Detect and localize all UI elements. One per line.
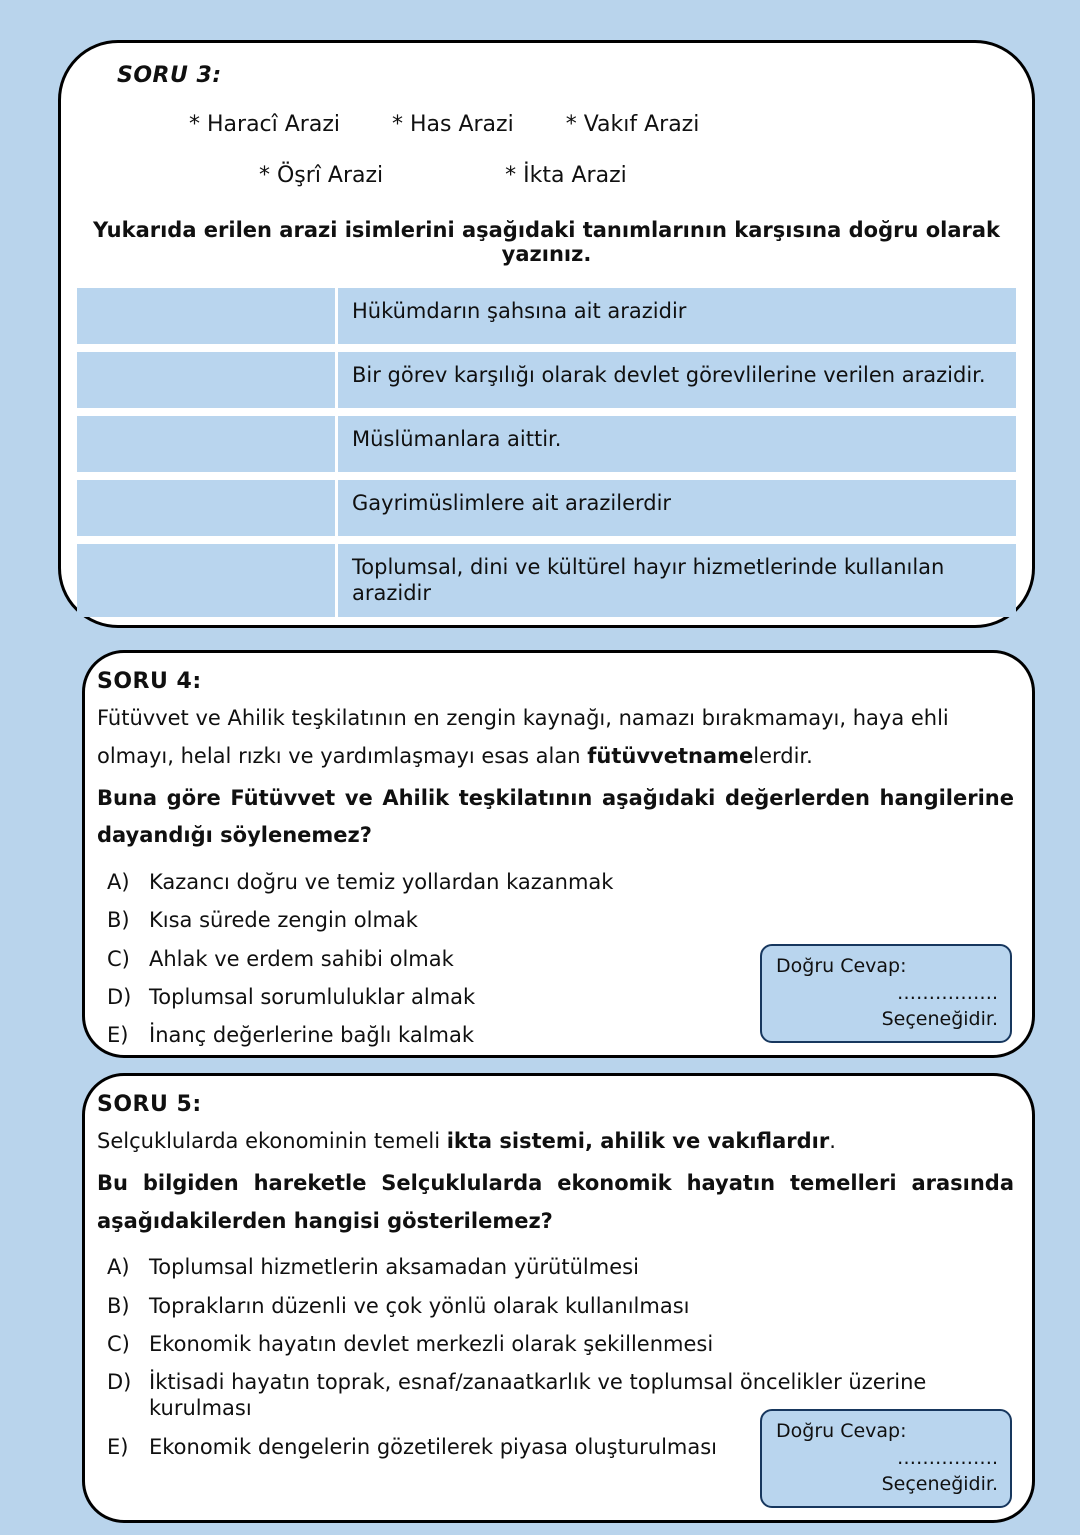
intro-text-tail: lerdir. — [753, 743, 813, 768]
option-a-letter: A) — [107, 870, 130, 895]
definition-cell-3: Müslümanlara aittir. — [338, 416, 1016, 472]
intro-text: Fütüvvet ve Ahilik teşkilatının en zengin kaynağı, namazı bırakmamayı, haya ehli olmayı, helal rızkı ve yardımlaşmayı esas alan — [97, 706, 949, 768]
matching-table — [77, 288, 1016, 617]
question-3-instruction: Yukarıda erilen arazi isimlerini aşağıdaki tanımlarının karşısına doğru olarak yazınız. — [92, 218, 1001, 266]
land-terms-row-2 — [77, 163, 1016, 188]
option-a-text: Toplumsal hizmetlerin aksamadan yürütülmesi — [149, 1255, 639, 1280]
option-a-letter: A) — [107, 1255, 130, 1280]
definition-cell-4: Gayrimüslimlere ait arazilerdir — [338, 480, 1016, 536]
land-terms-row-1 — [77, 112, 1016, 137]
option-c-text: Ekonomik hayatın devlet merkezli olarak şekillenmesi — [149, 1331, 714, 1356]
question-4-title: SORU 4: — [97, 669, 202, 694]
term-has-arazi: * Has Arazi — [391, 112, 514, 137]
intro-text: Selçuklularda ekonominin temeli — [97, 1129, 447, 1153]
answer-cell-5[interactable] — [77, 544, 335, 617]
question-5-stem: Bu bilgiden hareketle Selçuklularda ekonomik hayatın temelleri arasında aşağıdakilerden hangisi gösterilemez? — [97, 1170, 1014, 1233]
option-b-letter: B) — [107, 1293, 130, 1318]
term-haraci-arazi: * Haracî Arazi — [189, 112, 340, 137]
option-c-text: Ahlak ve erdem sahibi olmak — [149, 946, 454, 971]
option-c — [97, 1331, 1014, 1357]
option-b-text: Toprakların düzenli ve çok yönlü olarak kullanılması — [149, 1293, 690, 1318]
answer-cell-4[interactable] — [77, 480, 335, 536]
answer-cell-2[interactable] — [77, 352, 335, 408]
question-5-intro — [97, 1123, 1014, 1161]
option-e-letter: E) — [107, 1434, 129, 1459]
option-b — [97, 1293, 1014, 1319]
option-d-text: Toplumsal sorumluluklar almak — [149, 984, 476, 1009]
correct-answer-label: Doğru Cevap: — [776, 955, 907, 978]
definition-cell-2: Bir görev karşılığı olarak devlet görevlilerine verilen arazidir. — [338, 352, 1016, 408]
option-a — [97, 1254, 1014, 1280]
option-b-letter: B) — [107, 908, 130, 933]
correct-answer-box — [760, 944, 1012, 1043]
intro-text-tail: . — [829, 1129, 836, 1153]
option-b — [97, 907, 1014, 933]
question-3-title: SORU 3: — [117, 63, 222, 88]
correct-answer-label: Doğru Cevap: — [776, 1420, 907, 1443]
option-c-letter: C) — [107, 946, 130, 971]
intro-bold-term: fütüvvetname — [587, 743, 754, 768]
term-ikta-arazi: * İkta Arazi — [505, 163, 627, 188]
correct-answer-blank[interactable]: ……………. Seçeneğidir. — [881, 1446, 998, 1496]
question-box-5 — [82, 1073, 1035, 1523]
term-vakif-arazi: * Vakıf Arazi — [565, 112, 700, 137]
question-4-intro — [97, 700, 1014, 776]
correct-answer-blank[interactable]: ……………. Seçeneğidir. — [881, 981, 998, 1031]
option-e-letter: E) — [107, 1023, 129, 1048]
option-d-letter: D) — [107, 984, 132, 1009]
option-e-text: İnanç değerlerine bağlı kalmak — [149, 1023, 475, 1048]
definition-cell-1: Hükümdarın şahsına ait arazidir — [338, 288, 1016, 344]
term-osri-arazi: * Öşrî Arazi — [259, 163, 384, 188]
option-a — [97, 869, 1014, 895]
intro-bold-term: ikta sistemi, ahilik ve vakıflardır — [446, 1129, 830, 1153]
option-d-text: İktisadi hayatın toprak, esnaf/zanaatkarlık ve toplumsal öncelikler üzerine kurulması — [149, 1370, 927, 1421]
option-a-text: Kazancı doğru ve temiz yollardan kazanmak — [149, 870, 614, 895]
option-c-letter: C) — [107, 1331, 130, 1356]
option-d-letter: D) — [107, 1370, 132, 1395]
definition-cell-5: Toplumsal, dini ve kültürel hayır hizmetlerinde kullanılan arazidir — [338, 544, 1016, 617]
option-b-text: Kısa sürede zengin olmak — [149, 908, 418, 933]
answer-cell-3[interactable] — [77, 416, 335, 472]
question-box-3 — [58, 40, 1035, 628]
question-box-4 — [82, 650, 1035, 1058]
question-4-stem: Buna göre Fütüvvet ve Ahilik teşkilatının aşağıdaki değerlerden hangilerine dayandığı söylenemez? — [97, 785, 1014, 848]
answer-cell-1[interactable] — [77, 288, 335, 344]
correct-answer-box — [760, 1409, 1012, 1508]
question-5-title: SORU 5: — [97, 1092, 202, 1117]
option-e-text: Ekonomik dengelerin gözetilerek piyasa oluşturulması — [149, 1434, 718, 1459]
